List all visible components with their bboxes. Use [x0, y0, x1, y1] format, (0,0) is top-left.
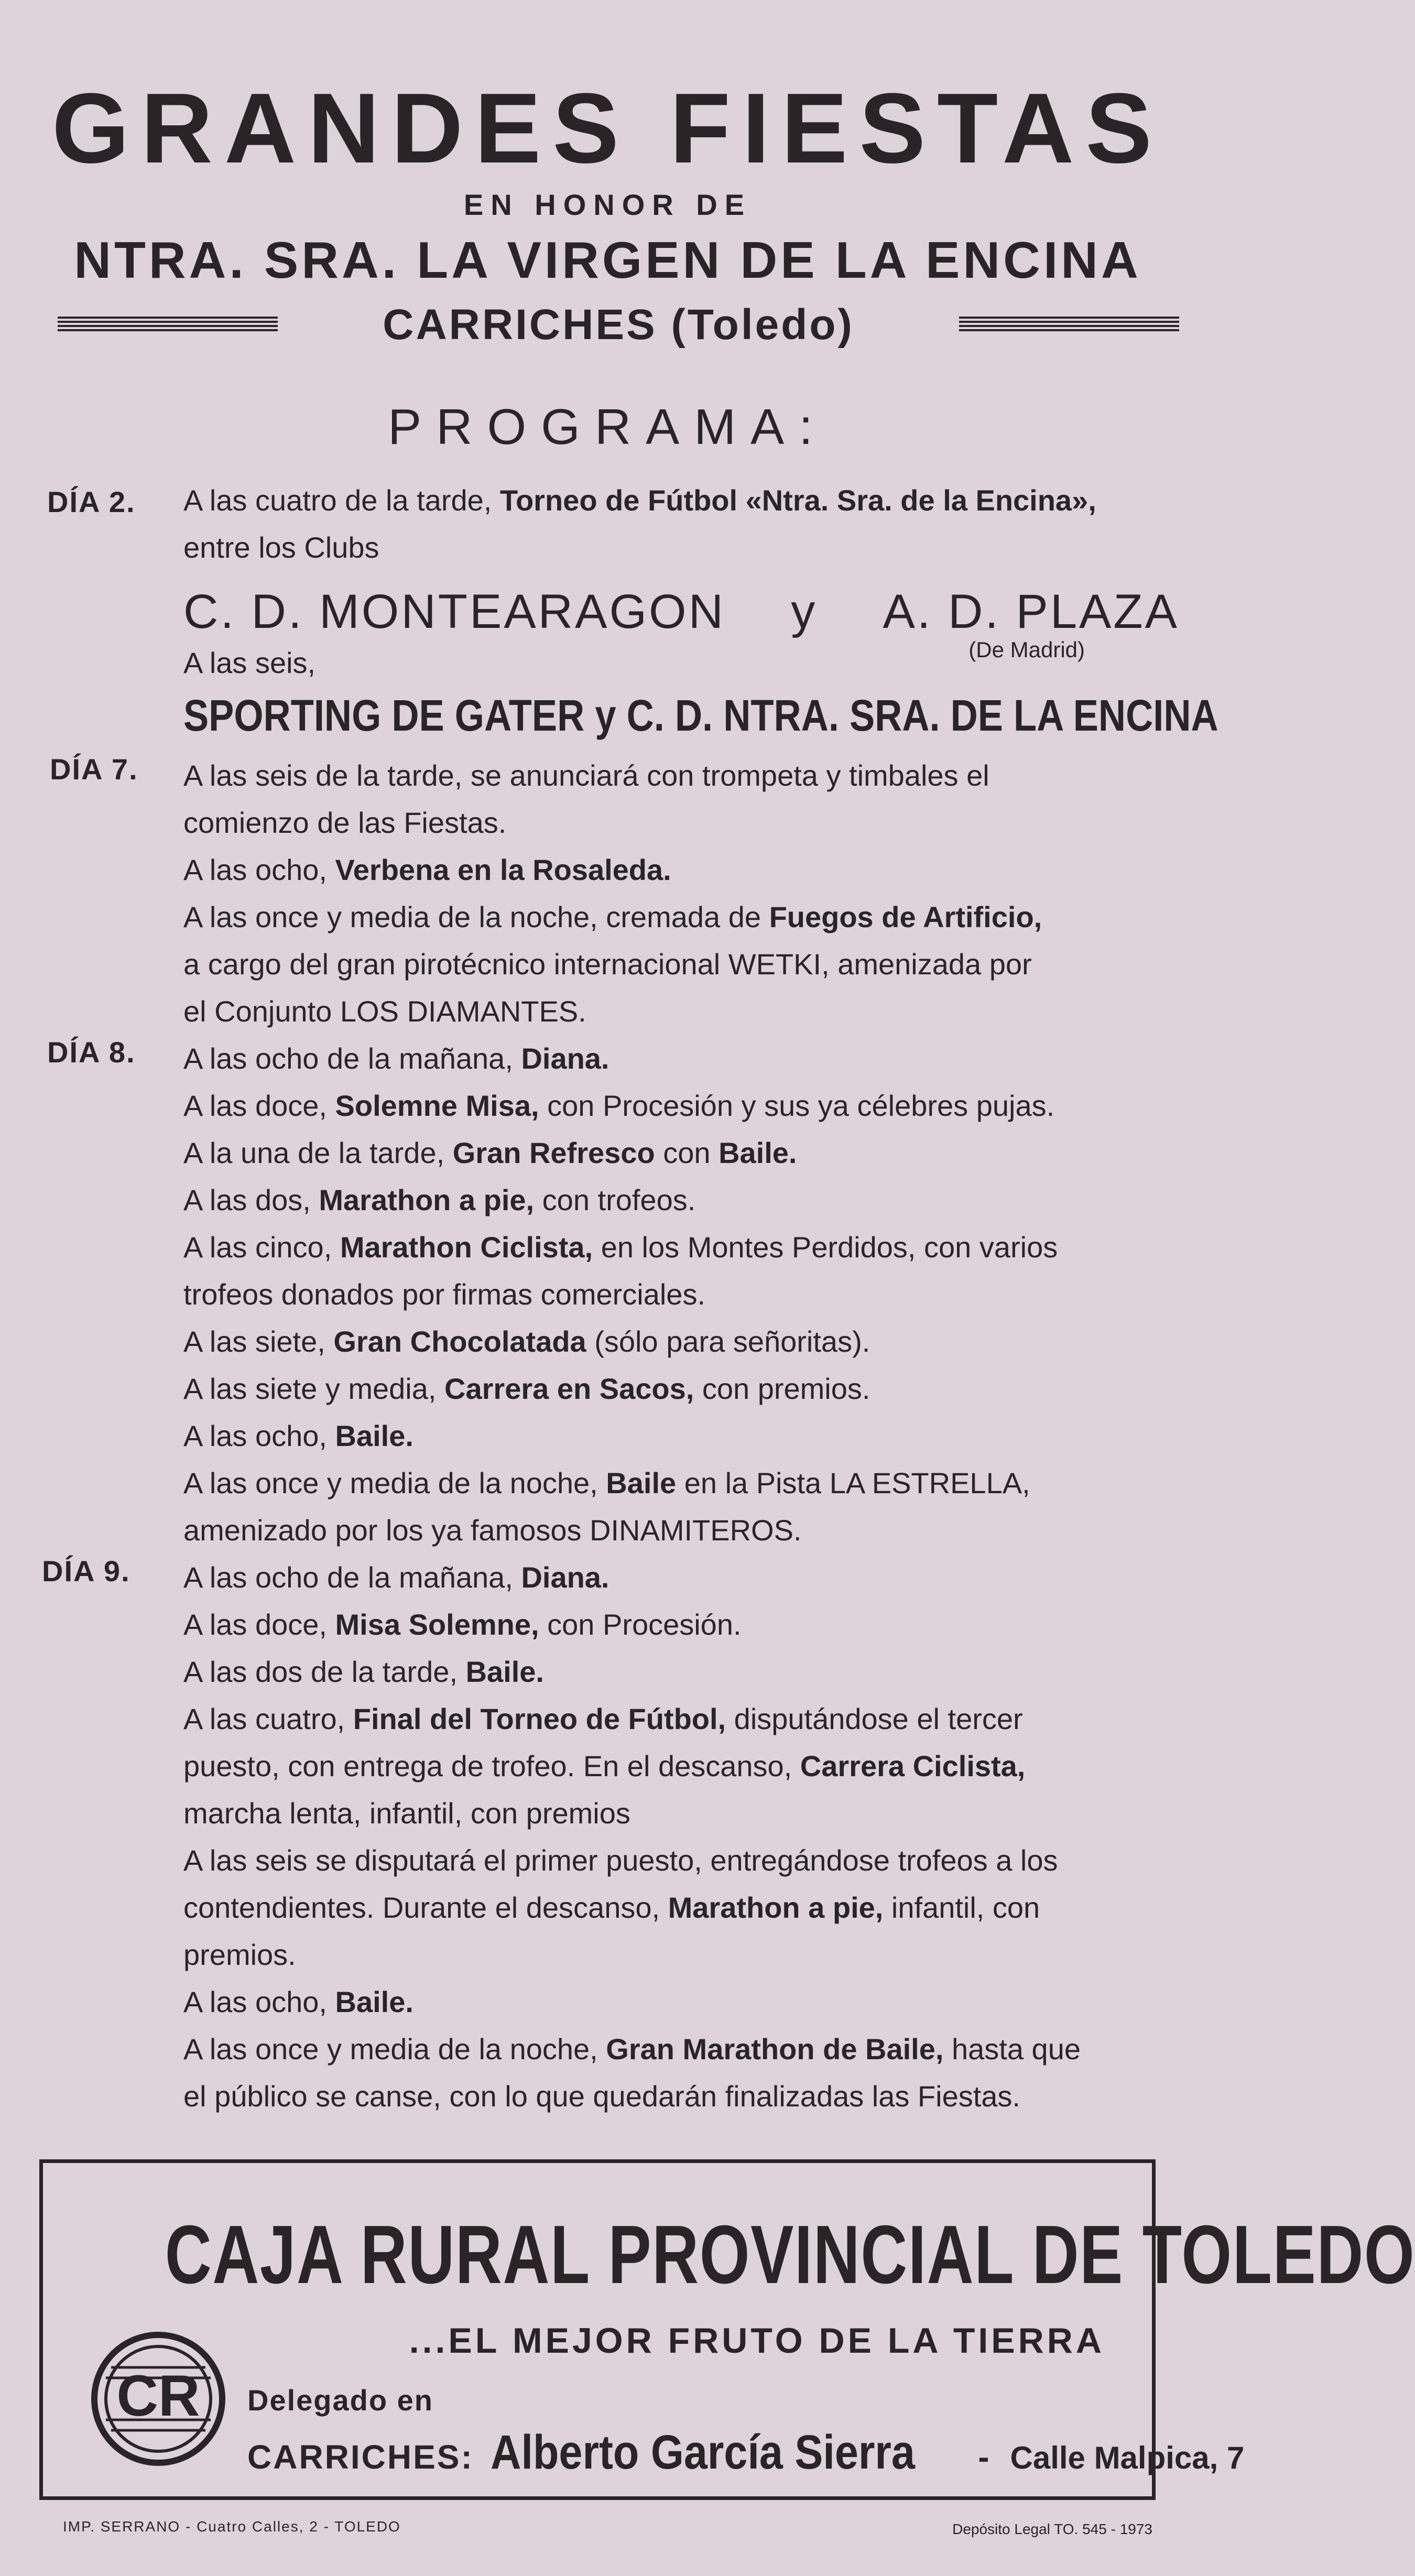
program-line	[183, 1460, 1179, 1507]
clubs-matchup-2: SPORTING DE GATER y C. D. NTRA. SRA. DE LA ENCINA	[183, 691, 1218, 740]
line-text: A las ocho,	[183, 853, 335, 886]
line-text: puesto, con entrega de trofeo. En el descanso,	[183, 1749, 800, 1782]
program-line	[183, 1554, 1179, 1601]
event-name: Misa Solemne,	[335, 1608, 539, 1641]
program-line	[183, 1129, 1179, 1177]
line-text: A las doce,	[183, 1089, 335, 1122]
programa-heading: PROGRAMA:	[388, 399, 828, 455]
line-text: A las dos de la tarde,	[183, 1655, 466, 1688]
printer-credit: IMP. SERRANO - Cuatro Calles, 2 - TOLEDO	[63, 2518, 401, 2535]
event-name: Marathon a pie,	[668, 1891, 884, 1924]
day-8	[0, 1035, 1215, 1554]
line-text: con	[655, 1136, 719, 1169]
program-line	[183, 1318, 1179, 1365]
program-line	[183, 894, 1179, 941]
line-text: A las siete y media,	[183, 1372, 445, 1405]
line-text: A las dos,	[183, 1183, 319, 1216]
day-2	[0, 477, 1218, 747]
program-line	[183, 1035, 1179, 1082]
line-text: con Procesión.	[539, 1608, 742, 1641]
program-line	[183, 1743, 1179, 1790]
program-line	[183, 1365, 1179, 1412]
program-line: A las seis,	[183, 646, 316, 679]
club-name: C. D. MONTEARAGON	[183, 585, 726, 638]
line-text: A las cuatro de la tarde,	[183, 484, 500, 517]
line-text: (sólo para señoritas).	[586, 1325, 870, 1358]
program-line: a cargo del gran pirotécnico internacional WETKI, amenizada por	[183, 948, 1032, 981]
program-line: entre los Clubs	[183, 531, 379, 564]
event-name: Carrera en Sacos,	[444, 1372, 694, 1405]
event-name: Baile.	[335, 1985, 413, 2018]
event-name: Gran Chocolatada	[333, 1325, 586, 1358]
line-text: con premios.	[694, 1372, 870, 1405]
event-name: Baile.	[335, 1419, 413, 1452]
event-name: Diana.	[521, 1042, 609, 1075]
event-name: Diana.	[521, 1561, 609, 1594]
delegado-label: Delegado en	[247, 2384, 433, 2417]
program-line	[183, 1412, 1179, 1460]
event-name: Solemne Misa,	[335, 1089, 539, 1122]
delegado-address: Calle Malpica, 7	[1010, 2440, 1245, 2475]
day-body	[183, 1035, 1179, 1554]
program-list	[0, 477, 1218, 2120]
line-text: disputándose el tercer	[726, 1702, 1023, 1735]
event-name: Verbena en la Rosaleda.	[335, 853, 671, 886]
program-line: trofeos donados por firmas comerciales.	[183, 1278, 705, 1311]
line-text: en los Montes Perdidos, con varios	[593, 1231, 1058, 1264]
program-line: el público se canse, con lo que quedarán finalizadas las Fiestas.	[183, 2080, 1020, 2113]
program-line	[183, 1648, 1179, 1695]
virgen-heading: NTRA. SRA. LA VIRGEN DE LA ENCINA	[74, 231, 1141, 289]
line-text: contendientes. Durante el descanso,	[183, 1891, 668, 1924]
event-name: Torneo de Fútbol «Ntra. Sra. de la Encina»,	[499, 484, 1096, 517]
line-text: A las siete,	[183, 1325, 334, 1358]
program-line	[183, 1601, 1179, 1648]
day-7	[0, 752, 1215, 1035]
line-text: A la una de la tarde,	[183, 1136, 453, 1169]
line-text: A las ocho de la mañana,	[183, 1561, 521, 1594]
event-name: Baile.	[719, 1136, 797, 1169]
club-location-note: (De Madrid)	[968, 637, 1085, 662]
line-text: A las cinco,	[183, 1231, 340, 1264]
event-name: Marathon a pie,	[319, 1183, 535, 1216]
day-body	[183, 477, 1218, 747]
day-label: DÍA 8.	[47, 1036, 136, 1069]
delegado-town: CARRICHES:	[247, 2438, 474, 2476]
day-9	[0, 1554, 1215, 2120]
delegado-row	[247, 2425, 1245, 2480]
program-line	[183, 1082, 1179, 1129]
program-line: marcha lenta, infantil, con premios	[183, 1797, 630, 1830]
versus-text: y	[791, 585, 818, 638]
program-line	[183, 1695, 1179, 1743]
program-line: premios.	[183, 1938, 296, 1971]
event-name: Gran Marathon de Baile,	[606, 2032, 944, 2066]
program-line	[183, 2026, 1179, 2073]
caja-rural-logo-icon	[90, 2331, 226, 2467]
clubs-matchup	[183, 582, 1179, 642]
line-text: con Procesión y sus ya célebres pujas.	[539, 1089, 1055, 1122]
line-text: en la Pista LA ESTRELLA,	[676, 1466, 1030, 1499]
event-name: Final del Torneo de Fútbol,	[353, 1702, 726, 1735]
day-label: DÍA 7.	[50, 753, 138, 786]
program-line: A las seis de la tarde, se anunciará con trompeta y timbales el	[183, 759, 989, 792]
event-name: Fuegos de Artificio,	[769, 900, 1042, 933]
program-line	[183, 846, 1179, 894]
program-line	[183, 1177, 1179, 1224]
event-name: Carrera Ciclista,	[800, 1749, 1026, 1782]
line-text: A las ocho,	[183, 1985, 335, 2018]
delegado-name: Alberto García Sierra	[490, 2426, 915, 2479]
program-line	[183, 1224, 1179, 1271]
honor-subtitle: EN HONOR DE	[463, 188, 752, 221]
line-text: A las once y media de la noche,	[183, 1466, 606, 1499]
line-text: A las cuatro,	[183, 1702, 353, 1735]
advert-slogan: ...EL MEJOR FRUTO DE LA TIERRA	[409, 2321, 1105, 2361]
club-note-row	[183, 637, 1179, 684]
program-line	[183, 1979, 1179, 2026]
program-line	[183, 477, 1179, 524]
line-text: A las once y media de la noche,	[183, 2032, 606, 2066]
program-line: amenizado por los ya famosos DINAMITEROS.	[183, 1514, 802, 1547]
program-line: el Conjunto LOS DIAMANTES.	[183, 995, 586, 1028]
club-name: A. D. PLAZA	[883, 585, 1179, 638]
program-line: A las seis se disputará el primer puesto, entregándose trofeos a los	[183, 1844, 1058, 1877]
caja-rural-advert	[39, 2159, 1415, 2500]
day-label: DÍA 2.	[47, 485, 136, 518]
town-heading: CARRICHES (Toledo)	[383, 301, 854, 349]
separator-dash: -	[978, 2438, 989, 2476]
line-text: A las ocho,	[183, 1419, 335, 1452]
line-text: A las once y media de la noche, cremada de	[183, 900, 769, 933]
day-label: DÍA 9.	[42, 1555, 130, 1588]
poster-title: GRANDES FIESTAS	[51, 73, 1164, 184]
day-body	[183, 752, 1179, 1035]
logo-letters: CR	[116, 2364, 200, 2428]
right-rule-divider	[959, 317, 1179, 333]
event-name: Baile	[606, 1466, 677, 1499]
line-text: con trofeos.	[534, 1183, 696, 1216]
program-line	[183, 1884, 1179, 1931]
line-text: A las doce,	[183, 1608, 335, 1641]
deposito-legal: Depósito Legal TO. 545 - 1973	[952, 2521, 1152, 2537]
day-body	[183, 1554, 1179, 2120]
event-name: Baile.	[465, 1655, 544, 1688]
event-name: Gran Refresco	[452, 1136, 655, 1169]
event-name: Marathon Ciclista,	[340, 1231, 593, 1264]
left-rule-divider	[58, 317, 278, 333]
line-text: infantil, con	[883, 1891, 1040, 1924]
line-text: hasta que	[943, 2032, 1081, 2066]
town-row	[58, 296, 1179, 354]
advert-title: CAJA RURAL PROVINCIAL DE TOLEDO	[165, 2209, 1415, 2301]
line-text: A las ocho de la mañana,	[183, 1042, 521, 1075]
program-line: comienzo de las Fiestas.	[183, 806, 507, 839]
